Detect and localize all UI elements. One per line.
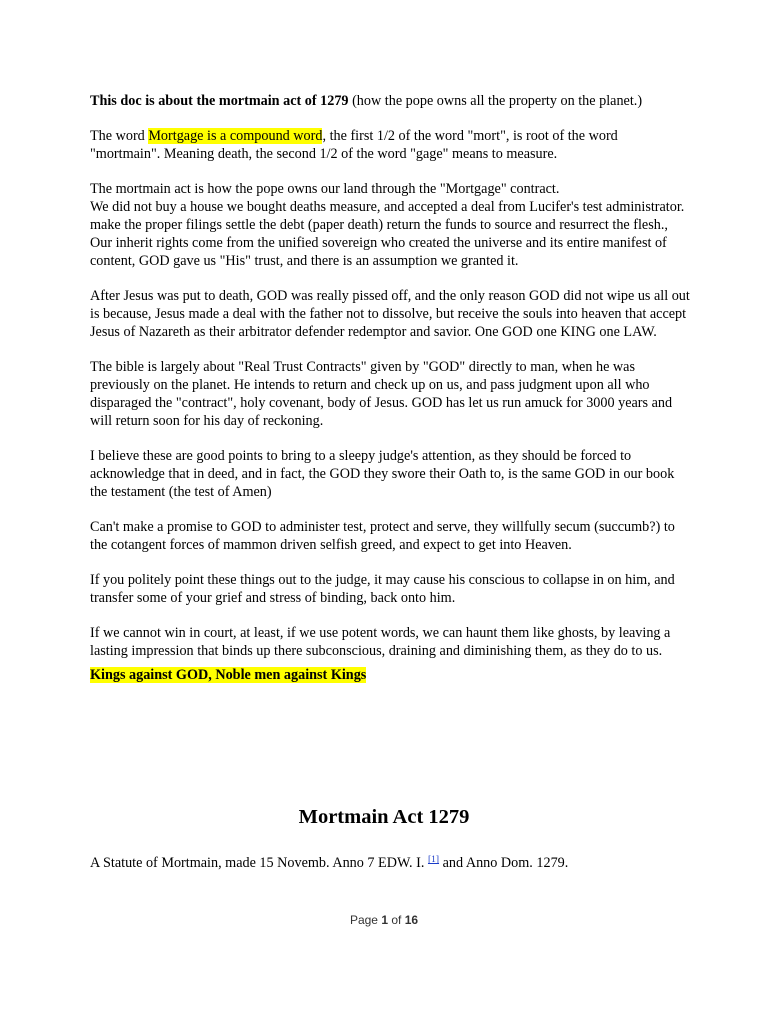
kings-paragraph [90,666,690,684]
kings-highlight: Kings against GOD, Noble men against Kings [90,667,367,683]
of-label: of [388,913,405,927]
footnote-link[interactable]: [1] [427,855,440,865]
page-number-footer [0,913,768,927]
total-pages: 16 [404,913,419,927]
section-heading: Mortmain Act 1279 [298,806,470,828]
jesus-paragraph: After Jesus was put to death, GOD was really pissed off, and the only reason GOD did not wipe us all out is because, Jesus made a deal with the father not to dissolve, but receive the souls into heaven that accept Jesus of Nazareth as their arbitrator defender redemptor and savior. One GOD one KING one LAW. [90,288,690,340]
conscious-paragraph: If you politely point these things out to the judge, it may cause his conscious to collapse in on him, and transfer some of your grief and stress of binding, back onto him. [90,572,675,606]
current-page: 1 [381,913,388,927]
intro-rest-text: (how the pope owns all the property on the planet.) [348,93,643,109]
judge-paragraph: I believe these are good points to bring to a sleepy judge's attention, as they should be forced to acknowledge that in deed, and in fact, the GOD they swore their Oath to, is the same GOD in our book the testament (the test of Amen) [90,448,675,500]
highlighted-phrase: Mortgage is a compound word [148,128,323,144]
statute-text-end: and Anno Dom. 1279. [439,855,569,871]
statute-line [90,855,568,872]
intro-bold-text: This doc is about the mortmain act of 1279 [90,93,349,109]
bible-paragraph: The bible is largely about "Real Trust Contracts" given by "GOD" directly to man, when he was previously on the planet. He intends to return and check up on us, and pass judgment upon all who disparaged the "contract", holy covenant, body of Jesus. GOD has let us run amuck for 3000 years and will return soon for his day of reckoning. [90,359,673,429]
page-label: Page [349,913,382,927]
court-paragraph: If we cannot win in court, at least, if we use potent words, we can haunt them like ghosts, by leaving a lasting impression that binds up there subconscious, draining and diminishing them, as they do to us. [90,625,671,659]
mortmain-paragraph [90,180,690,270]
document-body [90,92,690,701]
mortgage-text-end: , the first 1/2 of the word "mort", is root of the word "mortmain". Meaning death, the second 1/2 of the word "gage" means to measure. [90,128,618,162]
mortgage-text-start: The word [90,128,149,144]
promise-paragraph: Can't make a promise to GOD to administer test, protect and serve, they willfully secum (succumb?) to the cotangent forces of mammon driven selfish greed, and expect to get into Heaven. [90,519,675,553]
statute-text-start: A Statute of Mortmain, made 15 Novemb. Anno 7 EDW. I. [90,855,428,871]
mortmain-line-2: We did not buy a house we bought deaths measure, and accepted a deal from Lucifer's test administrator. make the proper filings settle the debt (paper death) return the funds to source and resurrect the flesh., Our inherit rights come from the unified sovereign who created the universe and its entire manifest of content, GOD gave us "His" trust, and there is an assumption we granted it. [90,199,685,269]
mortgage-paragraph [90,127,690,163]
intro-paragraph [90,92,690,110]
mortmain-line-1: The mortmain act is how the pope owns our land through the "Mortgage" contract. [90,181,560,197]
